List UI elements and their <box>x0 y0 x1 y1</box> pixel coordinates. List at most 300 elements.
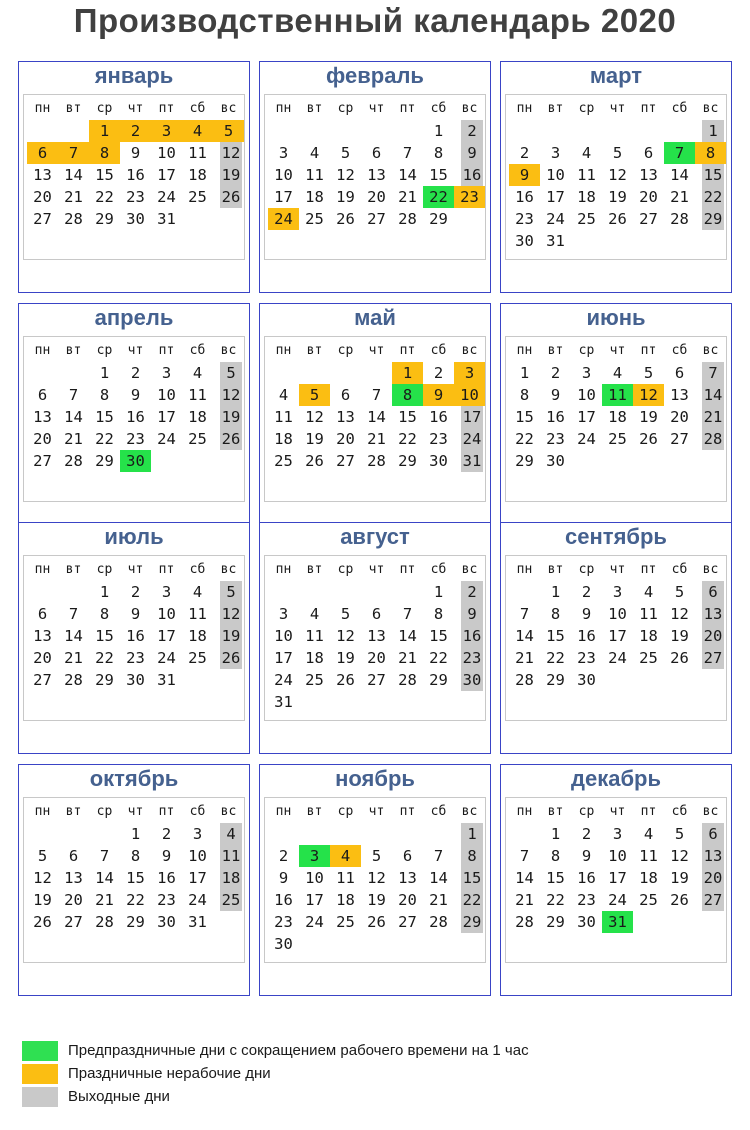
month-days-frame <box>23 555 245 721</box>
day-cell: 30 <box>429 452 448 470</box>
month-panel <box>259 61 491 293</box>
day-cell: 11 <box>602 384 633 406</box>
day-cell: 7 <box>519 605 530 623</box>
month-days-frame <box>23 336 245 502</box>
day-cell: 8 <box>433 144 444 162</box>
day-cell: 27 <box>670 430 689 448</box>
day-cell: 17 <box>157 627 176 645</box>
day-cell: 14 <box>703 386 723 404</box>
day-cell: 5 <box>674 825 685 843</box>
weekday-header: вт <box>306 343 323 358</box>
day-cell: 8 <box>695 142 726 164</box>
day-cell: 19 <box>367 891 386 909</box>
day-cell: 5 <box>371 847 382 865</box>
day-cell: 23 <box>577 649 596 667</box>
day-cell: 4 <box>643 583 654 601</box>
month-panel <box>500 303 732 535</box>
weekday-header: ср <box>96 562 113 577</box>
day-cell: 13 <box>64 869 83 887</box>
month-name: октябрь <box>89 766 179 791</box>
day-cell: 30 <box>157 913 176 931</box>
day-cell: 12 <box>221 144 241 162</box>
day-cell: 21 <box>515 649 534 667</box>
day-cell: 10 <box>274 166 293 184</box>
day-cell: 19 <box>336 188 355 206</box>
day-cell: 29 <box>429 671 448 689</box>
empty-cell <box>27 362 58 384</box>
day-cell: 12 <box>670 847 689 865</box>
empty-cell <box>58 120 89 142</box>
day-cell: 8 <box>130 847 141 865</box>
day-cell: 28 <box>64 452 83 470</box>
day-cell: 22 <box>546 891 565 909</box>
month-days-frame <box>264 336 486 502</box>
day-cell: 16 <box>429 408 448 426</box>
day-cell: 26 <box>336 671 355 689</box>
day-cell: 10 <box>454 384 485 406</box>
weekday-header: вс <box>461 101 478 116</box>
weekday-header: чт <box>368 101 385 116</box>
weekday-header: пн <box>275 101 292 116</box>
day-cell: 1 <box>519 364 530 382</box>
month-name: декабрь <box>571 766 661 791</box>
day-cell: 30 <box>120 450 151 472</box>
day-cell: 31 <box>462 452 482 470</box>
month-days-grid <box>268 98 485 230</box>
day-cell: 21 <box>64 430 83 448</box>
weekday-header: вс <box>461 562 478 577</box>
legend-label: Предпраздничные дни с сокращением рабочего времени на 1 час <box>68 1042 529 1059</box>
day-cell: 6 <box>27 142 58 164</box>
weekday-header: пт <box>158 562 175 577</box>
weekday-header: вт <box>547 562 564 577</box>
day-cell: 14 <box>367 408 386 426</box>
day-cell: 9 <box>581 847 592 865</box>
day-cell: 21 <box>64 649 83 667</box>
day-cell: 3 <box>161 364 172 382</box>
day-cell: 2 <box>130 364 141 382</box>
day-cell: 25 <box>608 430 627 448</box>
day-cell: 23 <box>126 430 145 448</box>
day-cell: 6 <box>674 364 685 382</box>
month-panel <box>18 303 250 535</box>
day-cell: 1 <box>99 364 110 382</box>
day-cell: 18 <box>188 627 207 645</box>
empty-cell <box>27 581 58 603</box>
day-cell: 18 <box>188 408 207 426</box>
day-cell: 2 <box>161 825 172 843</box>
empty-cell <box>58 362 89 384</box>
day-cell: 19 <box>670 627 689 645</box>
day-cell: 30 <box>515 232 534 250</box>
empty-cell <box>58 581 89 603</box>
day-cell: 25 <box>577 210 596 228</box>
day-cell: 13 <box>367 627 386 645</box>
day-cell: 9 <box>423 384 454 406</box>
day-cell: 15 <box>95 166 114 184</box>
day-cell: 27 <box>703 891 723 909</box>
day-cell: 12 <box>305 408 324 426</box>
day-cell: 9 <box>161 847 172 865</box>
day-cell: 4 <box>278 386 289 404</box>
month-panel <box>500 61 732 293</box>
day-cell: 12 <box>608 166 627 184</box>
weekday-header: чт <box>368 343 385 358</box>
day-cell: 4 <box>330 845 361 867</box>
day-cell: 1 <box>89 120 120 142</box>
day-cell: 26 <box>221 188 241 206</box>
day-cell: 10 <box>608 605 627 623</box>
weekday-header: пн <box>516 343 533 358</box>
day-cell: 15 <box>429 166 448 184</box>
month-days-grid <box>27 801 244 933</box>
day-cell: 6 <box>702 581 724 603</box>
day-cell: 15 <box>703 166 723 184</box>
day-cell: 22 <box>429 649 448 667</box>
weekday-header: пт <box>158 343 175 358</box>
day-cell: 8 <box>89 142 120 164</box>
day-cell: 17 <box>305 891 324 909</box>
day-cell: 28 <box>398 671 417 689</box>
month-days-grid <box>509 340 726 472</box>
day-cell: 19 <box>305 430 324 448</box>
month-panel <box>500 522 732 754</box>
day-cell: 11 <box>336 869 355 887</box>
month-days-frame <box>23 797 245 963</box>
day-cell: 27 <box>639 210 658 228</box>
empty-cell <box>392 581 423 603</box>
preholiday-swatch <box>22 1041 58 1061</box>
day-cell: 22 <box>126 891 145 909</box>
month-days-frame <box>264 797 486 963</box>
month-days-frame <box>23 94 245 260</box>
day-cell: 27 <box>336 452 355 470</box>
day-cell: 2 <box>461 120 483 142</box>
weekday-header: пт <box>399 804 416 819</box>
day-cell: 13 <box>367 166 386 184</box>
day-cell: 5 <box>340 605 351 623</box>
weekday-header: пт <box>158 804 175 819</box>
day-cell: 4 <box>581 144 592 162</box>
day-cell: 11 <box>577 166 596 184</box>
day-cell: 19 <box>221 166 241 184</box>
day-cell: 3 <box>612 825 623 843</box>
weekday-header: вс <box>220 343 237 358</box>
day-cell: 12 <box>367 869 386 887</box>
day-cell: 27 <box>64 913 83 931</box>
day-cell: 3 <box>299 845 330 867</box>
month-days-frame <box>264 555 486 721</box>
day-cell: 2 <box>550 364 561 382</box>
day-cell: 9 <box>130 144 141 162</box>
day-cell: 29 <box>95 452 114 470</box>
day-cell: 5 <box>299 384 330 406</box>
day-cell: 23 <box>546 430 565 448</box>
day-cell: 31 <box>546 232 565 250</box>
day-cell: 11 <box>221 847 241 865</box>
day-cell: 3 <box>278 605 289 623</box>
day-cell: 5 <box>220 362 242 384</box>
day-cell: 23 <box>126 649 145 667</box>
legend-label: Праздничные нерабочие дни <box>68 1065 271 1082</box>
day-cell: 17 <box>157 166 176 184</box>
day-cell: 27 <box>398 913 417 931</box>
day-cell: 14 <box>429 869 448 887</box>
weekday-header: сб <box>430 562 447 577</box>
day-cell: 10 <box>546 166 565 184</box>
day-cell: 8 <box>99 605 110 623</box>
day-cell: 13 <box>33 408 52 426</box>
day-cell: 23 <box>157 891 176 909</box>
empty-cell <box>602 120 633 142</box>
weekday-header: вс <box>461 343 478 358</box>
day-cell: 26 <box>305 452 324 470</box>
empty-cell <box>361 823 392 845</box>
month-panel <box>259 522 491 754</box>
day-cell: 15 <box>95 408 114 426</box>
day-cell: 14 <box>64 166 83 184</box>
day-cell: 22 <box>462 891 482 909</box>
day-cell: 23 <box>274 913 293 931</box>
day-cell: 16 <box>577 627 596 645</box>
day-cell: 20 <box>33 649 52 667</box>
day-cell: 10 <box>608 847 627 865</box>
weekday-header: пн <box>516 101 533 116</box>
day-cell: 4 <box>643 825 654 843</box>
empty-cell <box>299 120 330 142</box>
day-cell: 16 <box>577 869 596 887</box>
day-cell: 10 <box>305 869 324 887</box>
day-cell: 17 <box>608 869 627 887</box>
weekday-header: вт <box>306 804 323 819</box>
day-cell: 2 <box>519 144 530 162</box>
weekday-header: пт <box>640 562 657 577</box>
day-cell: 22 <box>515 430 534 448</box>
empty-cell <box>27 120 58 142</box>
weekday-header: вс <box>220 101 237 116</box>
day-cell: 2 <box>581 825 592 843</box>
day-cell: 3 <box>161 583 172 601</box>
day-cell: 16 <box>126 627 145 645</box>
day-cell: 15 <box>462 869 482 887</box>
day-cell: 9 <box>581 605 592 623</box>
day-cell: 17 <box>608 627 627 645</box>
day-cell: 23 <box>429 430 448 448</box>
day-cell: 25 <box>188 649 207 667</box>
day-cell: 5 <box>340 144 351 162</box>
day-cell: 1 <box>461 823 483 845</box>
empty-cell <box>509 581 540 603</box>
month-panel <box>18 764 250 996</box>
day-cell: 24 <box>546 210 565 228</box>
day-cell: 20 <box>703 627 723 645</box>
day-cell: 18 <box>608 408 627 426</box>
day-cell: 23 <box>126 188 145 206</box>
day-cell: 17 <box>274 649 293 667</box>
empty-cell <box>509 823 540 845</box>
weekday-header: пн <box>516 562 533 577</box>
day-cell: 28 <box>95 913 114 931</box>
page-title: Производственный календарь 2020 <box>73 2 677 39</box>
day-cell: 30 <box>462 671 482 689</box>
month-days-grid <box>509 801 726 933</box>
day-cell: 12 <box>633 384 664 406</box>
day-cell: 28 <box>367 452 386 470</box>
day-cell: 31 <box>157 210 176 228</box>
weekday-header: пн <box>275 804 292 819</box>
day-cell: 22 <box>423 186 454 208</box>
day-cell: 1 <box>702 120 724 142</box>
day-cell: 6 <box>68 847 79 865</box>
day-cell: 18 <box>305 188 324 206</box>
weekday-header: пн <box>34 804 51 819</box>
weekday-header: сб <box>189 343 206 358</box>
day-cell: 26 <box>221 430 241 448</box>
empty-cell <box>89 823 120 845</box>
day-cell: 11 <box>188 144 207 162</box>
empty-cell <box>392 823 423 845</box>
day-cell: 27 <box>33 210 52 228</box>
day-cell: 15 <box>546 869 565 887</box>
day-cell: 30 <box>274 935 293 953</box>
weekday-header: вс <box>702 343 719 358</box>
day-cell: 29 <box>462 913 482 931</box>
day-cell: 16 <box>515 188 534 206</box>
empty-cell <box>268 362 299 384</box>
day-cell: 23 <box>515 210 534 228</box>
day-cell: 2 <box>130 583 141 601</box>
day-cell: 4 <box>192 364 203 382</box>
day-cell: 1 <box>550 825 561 843</box>
day-cell: 29 <box>546 913 565 931</box>
legend-item-weekend <box>22 1086 672 1109</box>
month-name: апрель <box>94 305 174 330</box>
day-cell: 10 <box>577 386 596 404</box>
day-cell: 26 <box>221 649 241 667</box>
empty-cell <box>268 120 299 142</box>
day-cell: 13 <box>670 386 689 404</box>
day-cell: 18 <box>336 891 355 909</box>
legend-label: Выходные дни <box>68 1088 170 1105</box>
weekday-header: ср <box>337 101 354 116</box>
day-cell: 13 <box>639 166 658 184</box>
day-cell: 1 <box>550 583 561 601</box>
empty-cell <box>664 120 695 142</box>
day-cell: 12 <box>336 627 355 645</box>
day-cell: 31 <box>274 693 293 711</box>
day-cell: 18 <box>639 869 658 887</box>
day-cell: 4 <box>309 605 320 623</box>
weekday-header: пн <box>34 562 51 577</box>
day-cell: 9 <box>461 603 483 625</box>
day-cell: 2 <box>120 120 151 142</box>
day-cell: 20 <box>703 869 723 887</box>
empty-cell <box>392 120 423 142</box>
day-cell: 11 <box>305 166 324 184</box>
day-cell: 24 <box>157 188 176 206</box>
day-cell: 22 <box>95 188 114 206</box>
month-days-grid <box>27 98 244 230</box>
month-days-grid <box>268 559 485 713</box>
weekday-header: ср <box>578 804 595 819</box>
day-cell: 15 <box>95 627 114 645</box>
day-cell: 18 <box>188 166 207 184</box>
day-cell: 29 <box>95 671 114 689</box>
weekday-header: ср <box>578 343 595 358</box>
month-days-frame <box>505 797 727 963</box>
day-cell: 6 <box>371 605 382 623</box>
day-cell: 7 <box>702 362 724 384</box>
month-name: ноябрь <box>335 766 415 791</box>
month-days-grid <box>27 340 244 472</box>
day-cell: 30 <box>126 210 145 228</box>
day-cell: 26 <box>670 649 689 667</box>
empty-cell <box>423 823 454 845</box>
day-cell: 17 <box>546 188 565 206</box>
day-cell: 13 <box>703 847 723 865</box>
weekday-header: сб <box>189 804 206 819</box>
day-cell: 22 <box>546 649 565 667</box>
day-cell: 31 <box>157 671 176 689</box>
day-cell: 25 <box>274 452 293 470</box>
weekday-header: чт <box>368 804 385 819</box>
month-name: август <box>340 524 410 549</box>
empty-cell <box>571 120 602 142</box>
month-name: январь <box>94 63 174 88</box>
weekday-header: чт <box>127 101 144 116</box>
day-cell: 26 <box>670 891 689 909</box>
month-days-grid <box>27 559 244 691</box>
month-name: май <box>354 305 396 330</box>
day-cell: 7 <box>402 605 413 623</box>
day-cell: 4 <box>182 120 213 142</box>
day-cell: 23 <box>454 186 485 208</box>
weekday-header: сб <box>430 343 447 358</box>
day-cell: 7 <box>402 144 413 162</box>
day-cell: 27 <box>367 210 386 228</box>
weekday-header: чт <box>609 343 626 358</box>
day-cell: 13 <box>398 869 417 887</box>
day-cell: 23 <box>462 649 482 667</box>
month-panel <box>18 61 250 293</box>
weekday-header: пт <box>640 804 657 819</box>
day-cell: 25 <box>188 188 207 206</box>
day-cell: 14 <box>398 627 417 645</box>
weekday-header: чт <box>127 343 144 358</box>
day-cell: 9 <box>130 386 141 404</box>
weekday-header: ср <box>578 101 595 116</box>
empty-cell <box>330 581 361 603</box>
day-cell: 13 <box>33 166 52 184</box>
day-cell: 26 <box>33 913 52 931</box>
day-cell: 3 <box>550 144 561 162</box>
day-cell: 25 <box>221 891 241 909</box>
day-cell: 5 <box>674 583 685 601</box>
day-cell: 18 <box>305 649 324 667</box>
month-name: февраль <box>326 63 424 88</box>
month-days-grid <box>509 98 726 252</box>
day-cell: 14 <box>670 166 689 184</box>
weekday-header: вт <box>65 562 82 577</box>
day-cell: 8 <box>550 847 561 865</box>
day-cell: 5 <box>213 120 244 142</box>
day-cell: 28 <box>515 671 534 689</box>
weekday-header: чт <box>609 101 626 116</box>
day-cell: 12 <box>221 605 241 623</box>
day-cell: 26 <box>608 210 627 228</box>
day-cell: 5 <box>612 144 623 162</box>
day-cell: 7 <box>58 142 89 164</box>
